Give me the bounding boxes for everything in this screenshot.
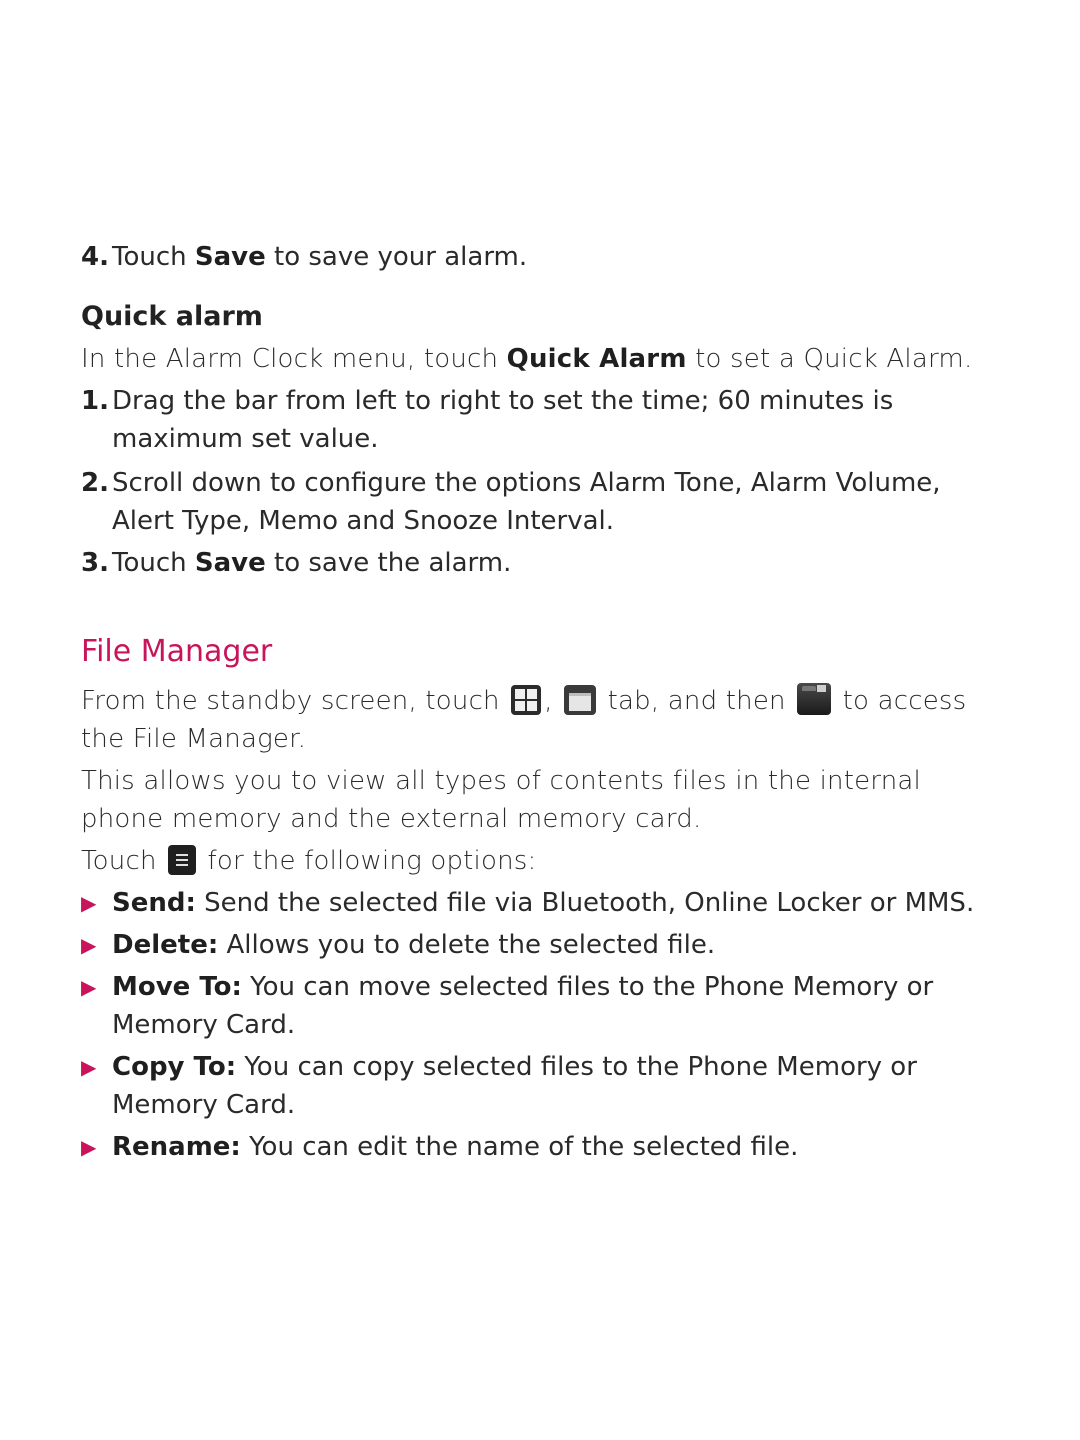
menu-icon — [168, 845, 196, 875]
para3-a: Touch — [81, 846, 166, 876]
option-label: Delete: — [112, 930, 219, 960]
file-manager-para-2: This allows you to view all types of contents files in the internal phone memory and the external memory card. — [81, 766, 921, 834]
step-number: 4. — [81, 242, 109, 272]
file-manager-icon — [797, 683, 831, 715]
option-desc: You can move selected files to the Phone Memory or Memory Card. — [112, 972, 934, 1040]
option-text — [112, 1048, 1001, 1124]
file-manager-para-3 — [81, 842, 1001, 880]
step-text — [112, 238, 1001, 276]
step-number: 3. — [81, 548, 109, 578]
step-text: Drag the bar from left to right to set the time; 60 minutes is maximum set value. — [112, 386, 894, 454]
option-rename — [81, 1128, 1001, 1166]
quick-alarm-step-2 — [81, 464, 1001, 540]
option-move-to — [81, 968, 1001, 1044]
step-4 — [81, 238, 1001, 280]
option-desc: You can edit the name of the selected file. — [240, 1132, 799, 1162]
step-text-pre: Touch — [112, 548, 195, 578]
step-bold-save: Save — [194, 242, 266, 272]
bullet-arrow-icon: ▶ — [81, 891, 97, 915]
step-number: 2. — [81, 468, 109, 498]
quick-alarm-step-1 — [81, 382, 1001, 458]
step-text-pre: Touch — [112, 242, 195, 272]
para1-b: , — [544, 686, 562, 716]
file-manager-title: File Manager — [81, 634, 273, 669]
folder-tab-icon — [564, 685, 596, 715]
step-number: 1. — [81, 386, 109, 416]
option-text — [112, 884, 1001, 922]
para3-b: for the following options: — [199, 846, 537, 876]
step-bold-save: Save — [194, 548, 266, 578]
option-text — [112, 1128, 1001, 1166]
option-desc: Allows you to delete the selected file. — [218, 930, 716, 960]
option-copy-to — [81, 1048, 1001, 1124]
para1-c: tab, and then — [599, 686, 795, 716]
option-label: Rename: — [112, 1132, 241, 1162]
bullet-arrow-icon: ▶ — [81, 1135, 97, 1159]
para1-a: From the standby screen, touch — [81, 686, 509, 716]
bullet-arrow-icon: ▶ — [81, 1055, 97, 1079]
step-text — [112, 544, 1001, 582]
option-label: Copy To: — [112, 1052, 237, 1082]
quick-alarm-step-3 — [81, 544, 1001, 582]
option-desc: Send the selected file via Bluetooth, Online Locker or MMS. — [195, 888, 975, 918]
intro-pre: In the Alarm Clock menu, touch — [81, 344, 507, 374]
apps-grid-icon — [511, 685, 541, 715]
intro-post: to set a Quick Alarm. — [686, 344, 973, 374]
bullet-arrow-icon: ▶ — [81, 975, 97, 999]
step-text-post: to save the alarm. — [265, 548, 512, 578]
option-label: Move To: — [112, 972, 242, 1002]
option-label: Send: — [112, 888, 196, 918]
option-desc: You can copy selected files to the Phone Memory or Memory Card. — [112, 1052, 917, 1120]
intro-bold: Quick Alarm — [506, 344, 687, 374]
manual-page — [81, 238, 1001, 1166]
option-text — [112, 968, 1001, 1044]
para1-d: to access the File Manager. — [81, 686, 967, 754]
step-text-post: to save your alarm. — [265, 242, 528, 272]
file-manager-para-1 — [81, 682, 1001, 758]
quick-alarm-heading: Quick alarm — [81, 301, 263, 332]
option-delete — [81, 926, 1001, 964]
option-text — [112, 926, 1001, 964]
bullet-arrow-icon: ▶ — [81, 933, 97, 957]
quick-alarm-intro — [81, 340, 1001, 378]
option-send — [81, 884, 1001, 922]
step-text: Scroll down to configure the options Alarm Tone, Alarm Volume, Alert Type, Memo and Snooze Interval. — [112, 468, 941, 536]
